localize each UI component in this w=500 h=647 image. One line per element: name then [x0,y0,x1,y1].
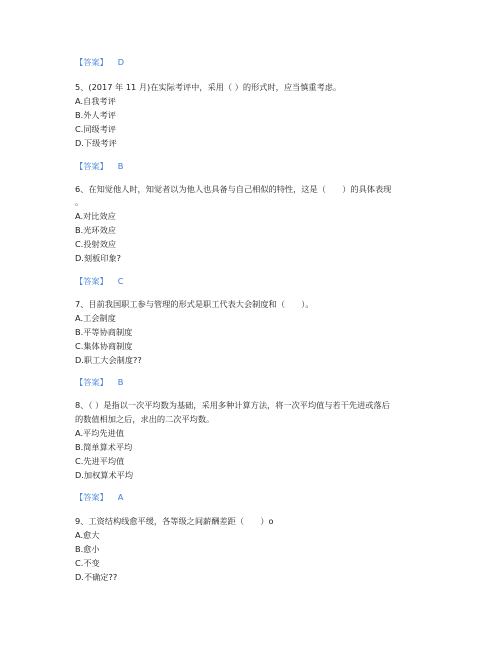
option-d: D.不确定?? [75,572,118,582]
answer-line [75,161,123,172]
question-stem-continuation: 的数值相加之后，求出的二次平均数。 [75,414,215,424]
answer-label: 【答案】 [75,161,108,171]
answer-label: 【答案】 [75,492,108,502]
answer-line [75,57,124,68]
option-b: B.外人考评 [75,110,116,120]
option-c: C.同级考评 [75,124,117,134]
option-c: C.投射效应 [75,239,117,249]
option-a: A.自我考评 [75,96,116,106]
option-c: C.不变 [75,558,100,568]
option-d: D.职工大会制度?? [75,355,142,365]
question-stem: 5、(2017 年 11 月)在实际考评中，采用（ ）的形式时，应当慎重考虑。 [75,82,342,92]
option-b: B.简单算术平均 [75,442,133,452]
answer-value: A [117,492,124,502]
answer-line [75,276,123,287]
question-stem: 8、（ ）是指以一次平均数为基础，采用多种计算方法，将一次平均值与若干先进或落后 [75,400,390,410]
question-stem: 7、目前我国职工参与管理的形式是职工代表大会制度和（ ）。 [75,299,314,309]
option-a: A.平均先进值 [75,428,124,438]
answer-line [75,492,123,503]
answer-label: 【答案】 [75,57,108,67]
question-stem-continuation: 。 [75,197,84,207]
question-stem: 9、工资结构线愈平缓，各等级之间薪酬差距（ ）o [75,516,274,526]
option-a: A.愈大 [75,530,100,540]
option-b: B.愈小 [75,544,100,554]
option-d: D.下级考评 [75,138,117,148]
option-a: A.工会制度 [75,313,116,323]
question-stem: 6、在知觉他人时，知觉者以为他人也具备与自己相似的特性，这是（ ）的具体表现 [75,184,392,194]
answer-value: B [117,377,124,387]
option-c: C.先进平均值 [75,456,125,466]
option-c: C.集体协商制度 [75,341,133,351]
answer-value: D [117,57,125,67]
answer-label: 【答案】 [75,276,108,286]
answer-label: 【答案】 [75,377,108,387]
answer-value: B [117,161,124,171]
option-b: B.光环效应 [75,225,116,235]
option-d: D.加权算术平均 [75,470,134,480]
answer-value: C [117,276,124,286]
answer-line [75,377,123,388]
option-a: A.对比效应 [75,211,116,221]
option-b: B.平等协商制度 [75,327,133,337]
option-d: D.刻板印象? [75,253,122,263]
